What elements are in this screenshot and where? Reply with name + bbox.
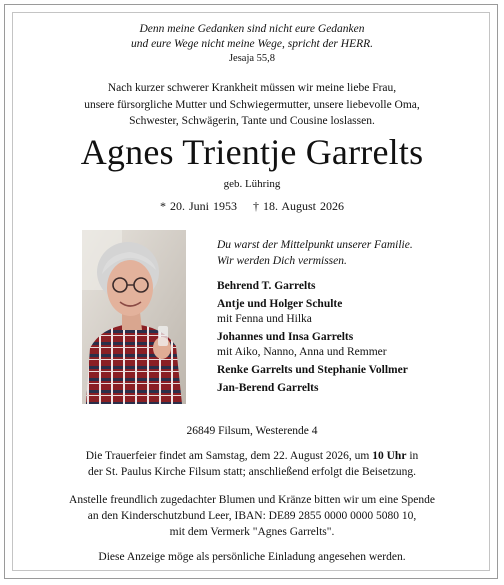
service-time: 10 Uhr bbox=[372, 450, 407, 462]
family-member-name: Johannes und Insa Garrelts bbox=[217, 331, 354, 343]
quote-line-1: Denn meine Gedanken sind nicht eure Gedanken bbox=[139, 23, 365, 35]
donation-line-2: an den Kinderschutzbund Leer, IBAN: DE89 2855 0000 0000 5080 10, bbox=[87, 510, 417, 522]
intro-line-3: Schwester, Schwägerin, Tante und Cousine loslassen. bbox=[129, 115, 375, 127]
family-member-name: Behrend T. Garrelts bbox=[217, 280, 316, 292]
intro-line-2: unsere fürsorgliche Mutter und Schwiegermutter, unsere liebevolle Oma, bbox=[84, 98, 420, 111]
closing-note: Diese Anzeige möge als persönliche Einladung angesehen werden. bbox=[98, 551, 406, 563]
service-line-1 bbox=[0, 448, 504, 464]
family-entry bbox=[217, 363, 408, 378]
family-member-name: Jan-Berend Garrelts bbox=[217, 382, 319, 394]
service-line-1-post: in bbox=[406, 450, 419, 462]
family-entry bbox=[217, 330, 387, 360]
family-entry bbox=[217, 297, 342, 327]
service-line-1-pre: Die Trauerfeier findet am Samstag, dem 22. August 2026, um bbox=[85, 450, 373, 462]
quote-source: Jesaja 55,8 bbox=[228, 53, 276, 64]
tribute-text bbox=[217, 237, 413, 269]
life-dates: * 20. Juni 1953 † 18. August 2026 bbox=[159, 199, 344, 213]
family-member-children: mit Aiko, Nanno, Anna und Remmer bbox=[217, 346, 387, 358]
birth-name: geb. Lühring bbox=[223, 178, 281, 190]
portrait-photo bbox=[82, 230, 186, 404]
donation-line-1: Anstelle freundlich zugedachter Blumen und Kränze bitten wir um eine Spende bbox=[69, 494, 435, 506]
bible-quote bbox=[0, 22, 504, 52]
family-member-name: Antje und Holger Schulte bbox=[217, 298, 343, 310]
intro-text bbox=[0, 80, 504, 130]
service-line-2: der St. Paulus Kirche Filsum statt; anschließend erfolgt die Beisetzung. bbox=[87, 466, 416, 478]
family-member-children: mit Fenna und Hilka bbox=[217, 313, 312, 325]
family-address: 26849 Filsum, Westerende 4 bbox=[186, 425, 318, 437]
tribute-line-2: Wir werden Dich vermissen. bbox=[217, 255, 347, 267]
family-entry bbox=[217, 381, 318, 396]
donation-line-3: mit dem Vermerk "Agnes Garrelts". bbox=[169, 526, 335, 538]
funeral-service-info bbox=[0, 448, 504, 480]
portrait-illustration bbox=[82, 230, 186, 404]
intro-line-1: Nach kurzer schwerer Krankheit müssen wir meine liebe Frau, bbox=[107, 82, 397, 94]
family-member-name: Renke Garrelts und Stephanie Vollmer bbox=[217, 364, 408, 376]
deceased-name: Agnes Trientje Garrelts bbox=[80, 132, 424, 172]
donation-request bbox=[0, 492, 504, 540]
quote-line-2: und eure Wege nicht meine Wege, spricht der HERR. bbox=[130, 38, 374, 50]
family-entry bbox=[217, 279, 316, 294]
tribute-line-1: Du warst der Mittelpunkt unserer Familie. bbox=[217, 239, 413, 251]
